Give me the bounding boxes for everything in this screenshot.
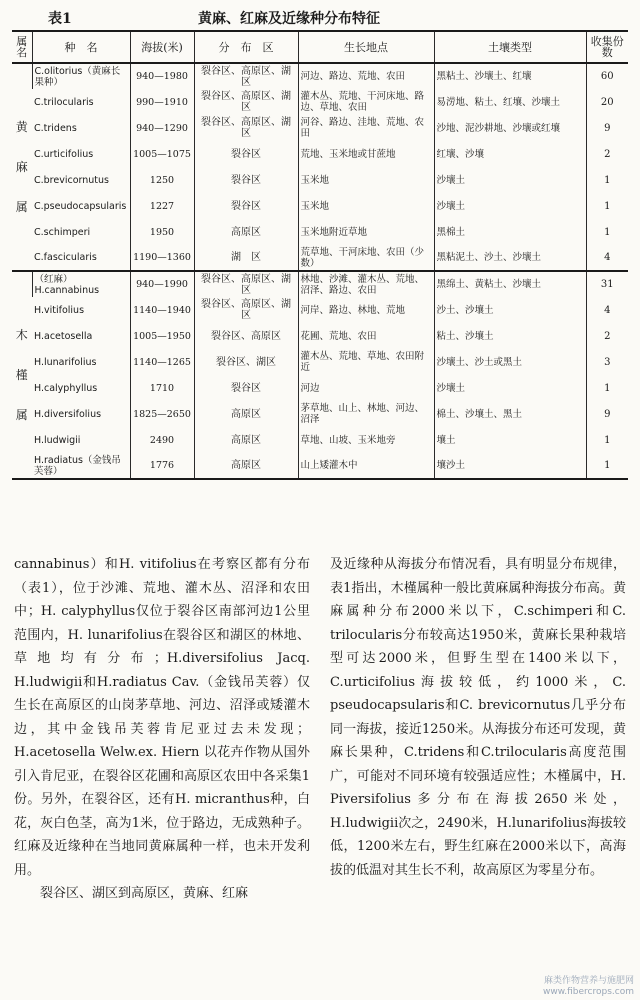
habitat-description: 灌木丛、荒地、干河床地、路边、草地、农田 — [298, 89, 434, 115]
table-row — [12, 245, 628, 271]
soil-type: 沙壤土 — [434, 375, 586, 401]
distribution-area: 裂谷区、高原区、湖区 — [194, 63, 298, 89]
distribution-area: 高原区 — [194, 401, 298, 427]
table-row — [12, 167, 628, 193]
table-row — [12, 63, 628, 89]
species-name: C.olitorius（黄麻长果种） — [32, 63, 130, 89]
soil-type: 沙土、沙壤土 — [434, 297, 586, 323]
habitat-description: 玉米地 — [298, 193, 434, 219]
table-row — [12, 297, 628, 323]
distribution-area: 裂谷区 — [194, 167, 298, 193]
collection-count: 9 — [586, 401, 628, 427]
soil-type: 沙壤土、沙土或黑土 — [434, 349, 586, 375]
header-habitat: 生长地点 — [298, 31, 434, 63]
table-row — [12, 193, 628, 219]
species-name: C.trilocularis — [34, 96, 94, 108]
collection-count: 1 — [586, 193, 628, 219]
altitude-value: 1250 — [130, 167, 194, 193]
species-name: H.calyphyllus — [34, 382, 98, 394]
soil-type: 壤土 — [434, 427, 586, 453]
soil-type: 壤沙土 — [434, 453, 586, 479]
habitat-description: 茅草地、山上、林地、河边、沼泽 — [298, 401, 434, 427]
collection-count: 2 — [586, 323, 628, 349]
watermark-url: www.fibercrops.com — [543, 987, 634, 997]
distribution-area: 裂谷区、高原区、湖区 — [194, 89, 298, 115]
paragraph: cannabinus）和H. vitifolius在考察区都有分布（表1），位于沙滩、荒地、灌木丛、沼泽和农田中；H. calyphyllus仅位于裂谷区南部河边1公里范围内，H. lunarifolius在裂谷区和湖区的林地、草地均有分布；H.diversifolius Jacq. H.ludwigii和H.radiatus Cav.（金钱吊芙蓉）仅生长在高原区的山岗茅草地、河边、沼泽或矮灌木边，其中金钱吊芙蓉肯尼亚过去未发现；H.acetosella Welw.ex. Hiern 以花卉作物从国外引入肯尼亚，在裂谷区花圃和高原区农田中各采集1份。另外，在裂谷区，还有H. micranthus种，白花，灰白色茎，高为1米，位于路边，无成熟种子。红麻及近缘种在当地同黄麻属种一样，也未开发利用。 — [14, 557, 310, 878]
table-row — [12, 375, 628, 401]
altitude-value: 940—1290 — [130, 115, 194, 141]
distribution-area: 裂谷区、湖区 — [194, 349, 298, 375]
distribution-area: 裂谷区、高原区、湖区 — [194, 297, 298, 323]
species-distribution-table — [12, 30, 628, 480]
collection-count: 4 — [586, 297, 628, 323]
altitude-value: 2490 — [130, 427, 194, 453]
habitat-description: 林地、沙滩、灌木丛、荒地、沼泽、路边、农田 — [298, 271, 434, 297]
species-name: H.radiatus（金钱吊芙蓉） — [34, 454, 121, 477]
site-watermark — [543, 976, 634, 998]
table-row — [12, 323, 628, 349]
paragraph: 裂谷区、湖区到高原区，黄麻、红麻 — [40, 886, 249, 901]
genus-cell: 木 槿 属 — [15, 328, 28, 422]
distribution-area: 裂谷区、高原区 — [194, 323, 298, 349]
altitude-value: 1005—1950 — [130, 323, 194, 349]
table-row — [12, 271, 628, 297]
species-name: H.vitifolius — [34, 304, 85, 316]
collection-count: 1 — [586, 219, 628, 245]
collection-count: 1 — [586, 375, 628, 401]
collection-count: 60 — [586, 63, 628, 89]
soil-type: 黑棉土 — [434, 219, 586, 245]
genus-cell: 黄 麻 属 — [15, 120, 28, 214]
collection-count: 3 — [586, 349, 628, 375]
header-soil: 土壤类型 — [434, 31, 586, 63]
altitude-value: 1140—1940 — [130, 297, 194, 323]
species-name: C.schimperi — [34, 226, 91, 238]
soil-type: 易涝地、粘土、红壤、沙壤土 — [434, 89, 586, 115]
header-count: 收集份数 — [586, 31, 628, 63]
distribution-area: 裂谷区 — [194, 141, 298, 167]
watermark-site-name: 麻类作物营养与施肥网 — [543, 976, 634, 986]
table-row — [12, 401, 628, 427]
species-name: （红麻）H.cannabinus — [32, 271, 130, 297]
header-distribution: 分 布 区 — [194, 31, 298, 63]
species-name: H.ludwigii — [34, 434, 81, 446]
species-name: C.urticifolius — [34, 148, 94, 160]
species-name: H.acetosella — [34, 330, 93, 342]
altitude-value: 1825—2650 — [130, 401, 194, 427]
table-row — [12, 349, 628, 375]
table-row — [12, 141, 628, 167]
table-number: 表1 — [48, 11, 72, 27]
soil-type: 粘土、沙壤土 — [434, 323, 586, 349]
species-name: C.pseudocapsularis — [34, 200, 127, 212]
distribution-area: 湖 区 — [194, 245, 298, 271]
habitat-description: 荒草地、干河床地、农田（少数） — [298, 245, 434, 271]
collection-count: 20 — [586, 89, 628, 115]
altitude-value: 1227 — [130, 193, 194, 219]
species-name: C.fascicularis — [34, 252, 97, 263]
soil-type: 沙壤土 — [434, 167, 586, 193]
distribution-area: 裂谷区 — [194, 193, 298, 219]
habitat-description: 河边 — [298, 375, 434, 401]
table-caption — [12, 4, 628, 30]
altitude-value: 1190—1360 — [130, 245, 194, 271]
species-name: H.lunarifolius — [34, 356, 97, 368]
soil-type: 棉土、沙壤土、黑土 — [434, 401, 586, 427]
collection-count: 1 — [586, 167, 628, 193]
soil-type: 红壤、沙壤 — [434, 141, 586, 167]
habitat-description: 玉米地 — [298, 167, 434, 193]
habitat-description: 荒地、玉米地或甘蔗地 — [298, 141, 434, 167]
distribution-area: 高原区 — [194, 427, 298, 453]
table-title: 黄麻、红麻及近缘种分布特征 — [198, 11, 380, 27]
collection-count: 31 — [586, 271, 628, 297]
soil-type: 沙壤土 — [434, 193, 586, 219]
habitat-description: 山上矮灌木中 — [298, 453, 434, 479]
collection-count: 9 — [586, 115, 628, 141]
body-text-left-column — [14, 553, 310, 906]
altitude-value: 990—1910 — [130, 89, 194, 115]
soil-type: 黑粘土、沙壤土、红壤 — [434, 63, 586, 89]
habitat-description: 河边、路边、荒地、农田 — [298, 63, 434, 89]
habitat-description: 草地、山坡、玉米地旁 — [298, 427, 434, 453]
soil-type: 黑粘泥土、沙土、沙壤土 — [434, 245, 586, 271]
table-row — [12, 427, 628, 453]
table-row — [12, 89, 628, 115]
header-genus: 属名 — [16, 35, 28, 59]
distribution-area: 高原区 — [194, 453, 298, 479]
distribution-area: 裂谷区、高原区、湖区 — [194, 271, 298, 297]
table-row — [12, 453, 628, 479]
collection-count: 4 — [586, 245, 628, 271]
altitude-value: 1776 — [130, 453, 194, 479]
distribution-area: 高原区 — [194, 219, 298, 245]
habitat-description: 玉米地附近草地 — [298, 219, 434, 245]
species-name: C.brevicornutus — [34, 174, 109, 186]
altitude-value: 1140—1265 — [130, 349, 194, 375]
collection-count: 2 — [586, 141, 628, 167]
distribution-area: 裂谷区 — [194, 375, 298, 401]
species-name: C.tridens — [34, 122, 77, 134]
header-altitude: 海拔(米) — [130, 31, 194, 63]
habitat-description: 花圃、荒地、农田 — [298, 323, 434, 349]
habitat-description: 河谷、路边、洼地、荒地、农田 — [298, 115, 434, 141]
species-name: H.diversifolius — [34, 408, 102, 420]
distribution-area: 裂谷区、高原区、湖区 — [194, 115, 298, 141]
soil-type: 沙地、泥沙耕地、沙壤或红壤 — [434, 115, 586, 141]
altitude-value: 940—1990 — [130, 271, 194, 297]
collection-count: 1 — [586, 427, 628, 453]
altitude-value: 1950 — [130, 219, 194, 245]
body-text-right-column — [330, 553, 626, 882]
habitat-description: 灌木丛、荒地、草地、农田附近 — [298, 349, 434, 375]
altitude-value: 940—1980 — [130, 63, 194, 89]
table-row — [12, 219, 628, 245]
collection-count: 1 — [586, 453, 628, 479]
table-row — [12, 115, 628, 141]
paragraph: 及近缘种从海拔分布情况看，具有明显分布规律，表1指出，木槿属种一般比黄麻属种海拔分布高。黄麻属种分布2000米以下，C.schimperi和C. trilocularis分布较高达1950米，黄麻长果种栽培型可达2000米，但野生型在1400米以下，C.urticifolius海拔较低，约1000米，C. pseudocapsularis和C. brevicornutus几乎分布同一海拔，接近1250米。从海拔分布还可发现，黄麻长果种，C.tridens和C.trilocularis高度范围广，可能对不同环境有较强适应性；木槿属中，H. Piversifolius多分布在海拔2650米处，H.ludwigii次之，2490米，H.lunarifolius海拔较低，1200米左右，野生红麻在2000米以下，高海拔的低温对其生长不利，故高原区为零星分布。 — [330, 557, 626, 878]
altitude-value: 1005—1075 — [130, 141, 194, 167]
soil-type: 黑绵土、黄粘土、沙壤土 — [434, 271, 586, 297]
habitat-description: 河岸、路边、林地、荒地 — [298, 297, 434, 323]
table-header-row — [12, 31, 628, 63]
header-species: 种 名 — [32, 31, 130, 63]
altitude-value: 1710 — [130, 375, 194, 401]
